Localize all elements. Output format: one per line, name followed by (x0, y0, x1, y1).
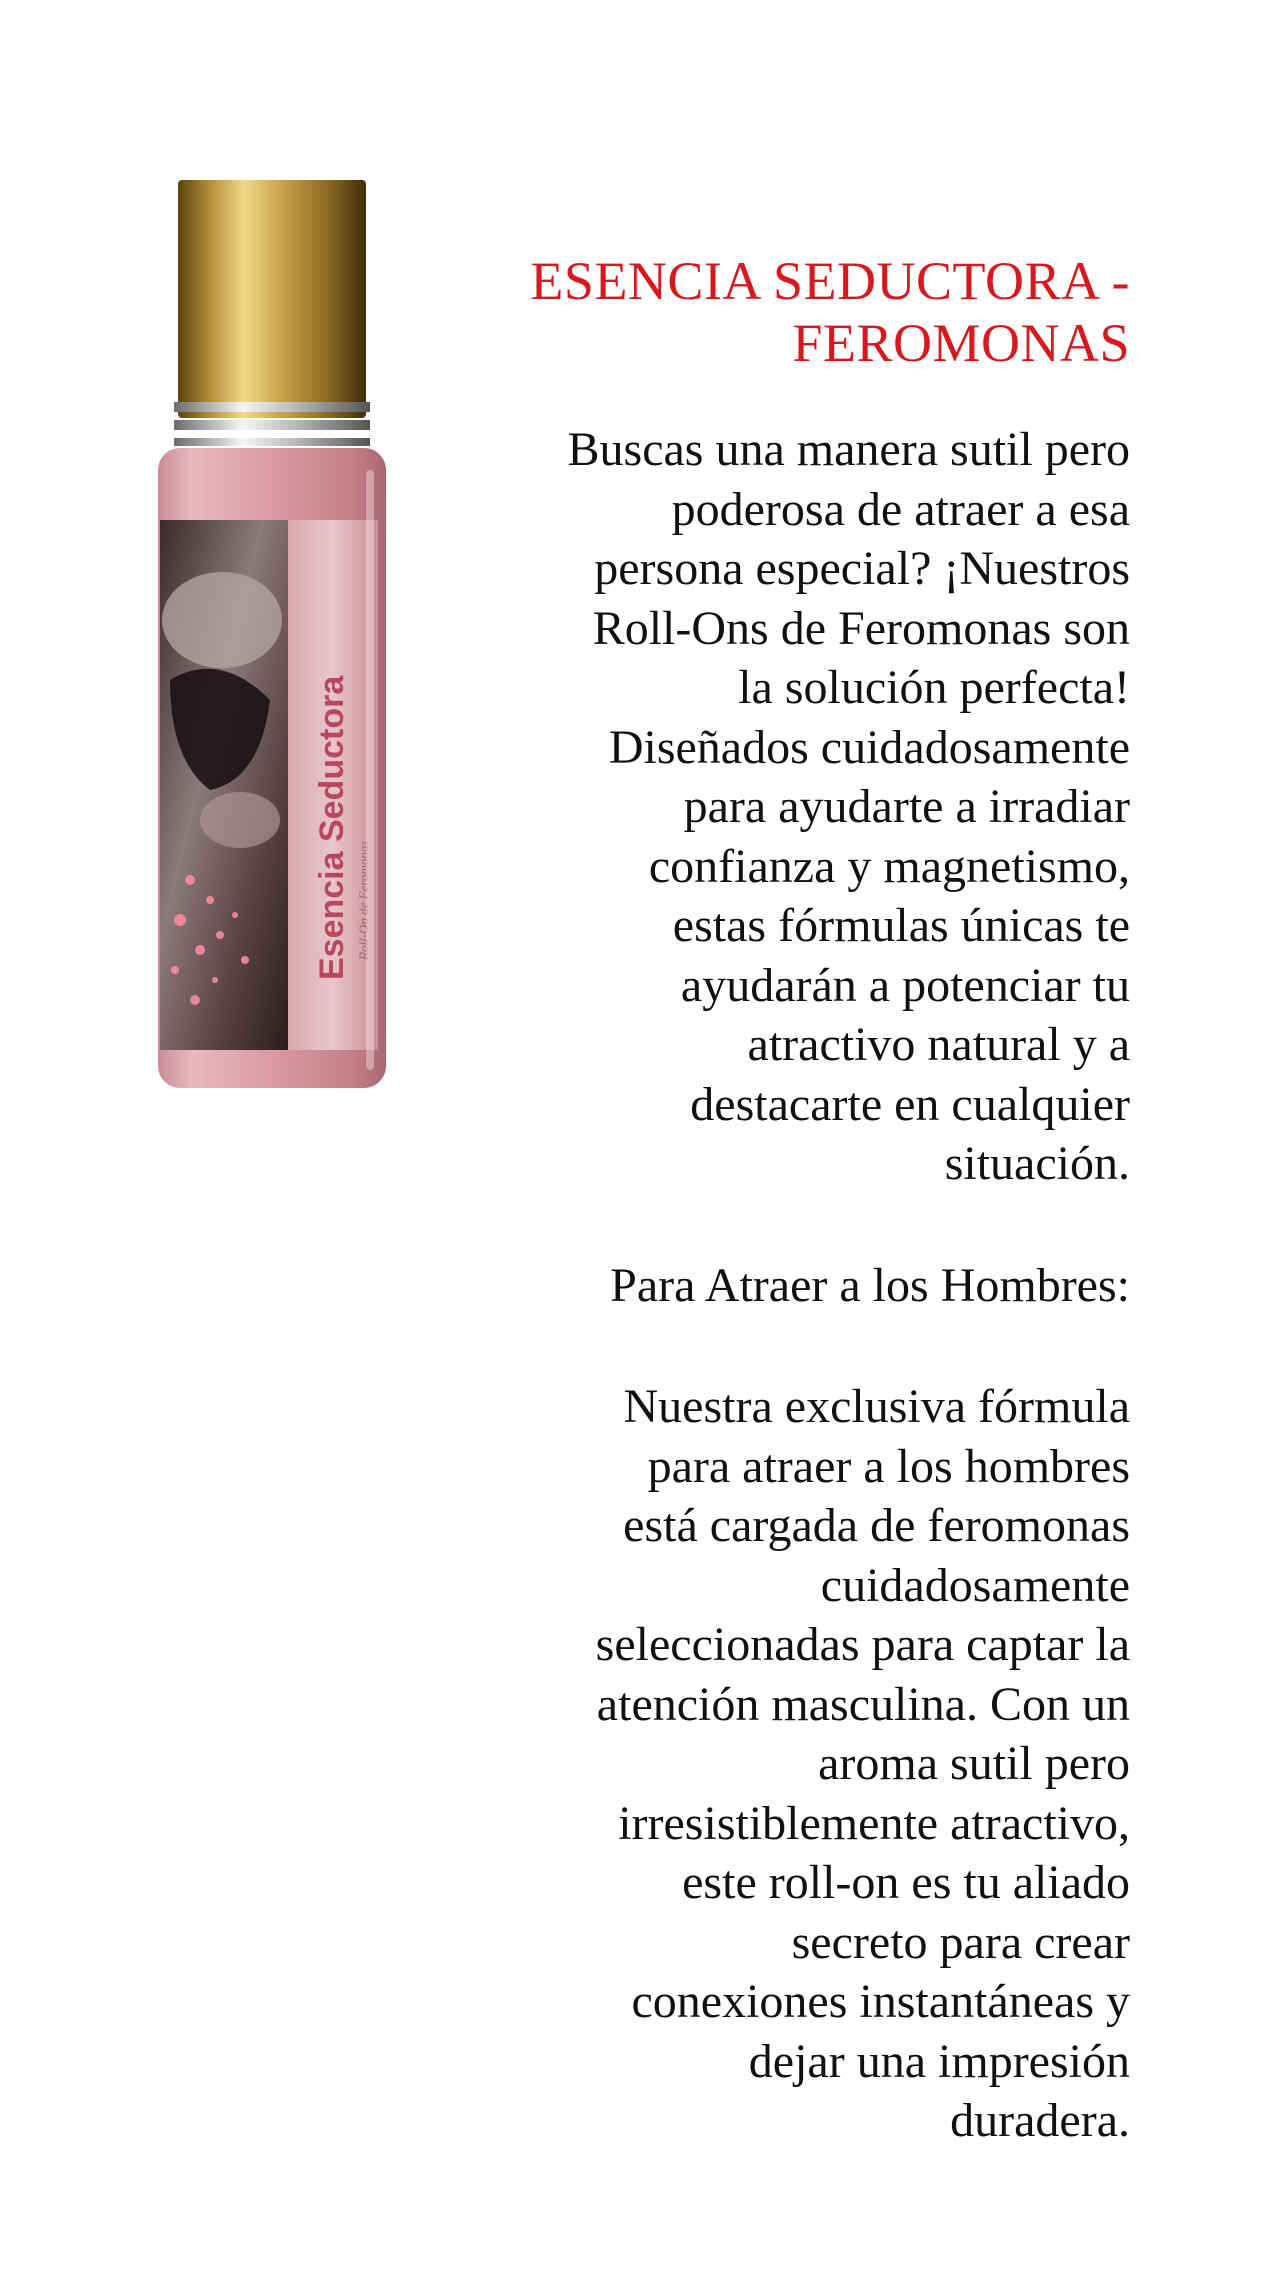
intro-paragraph: Buscas una manera sutil pero poderosa de atraer a esa persona especial? ¡Nuestros Roll-Ons de Feromonas son la solución perfecta! Diseñados cuidadosamente para ayudarte a irradiar confianza y magnetismo, estas fórmulas únicas te ayudarán a potenciar tu atractivo natural y a destacarte en cualquier situación. (567, 423, 1130, 1190)
bottle-label-subtext: Roll-On de Feromonas (356, 840, 371, 960)
product-title: ESENCIA SEDUCTORA - FEROMONAS (530, 251, 1130, 373)
product-description (470, 250, 1130, 2151)
roll-on-bottle-illustration (150, 180, 390, 1100)
section-paragraph: Nuestra exclusiva fórmula para atraer a los hombres está cargada de feromonas cuidadosamente seleccionadas para captar la atención masculina. Con un aroma sutil pero irresistiblemente atractivo, este roll-on es tu aliado secreto para crear conexiones instantáneas y dejar una impresión duradera. (595, 1380, 1130, 2147)
bottle-label-text: Esencia Seductora (313, 675, 351, 980)
section-heading: Para Atraer a los Hombres: (610, 1258, 1130, 1312)
product-bottle-image (150, 180, 390, 1100)
bottle-cap (178, 180, 366, 418)
